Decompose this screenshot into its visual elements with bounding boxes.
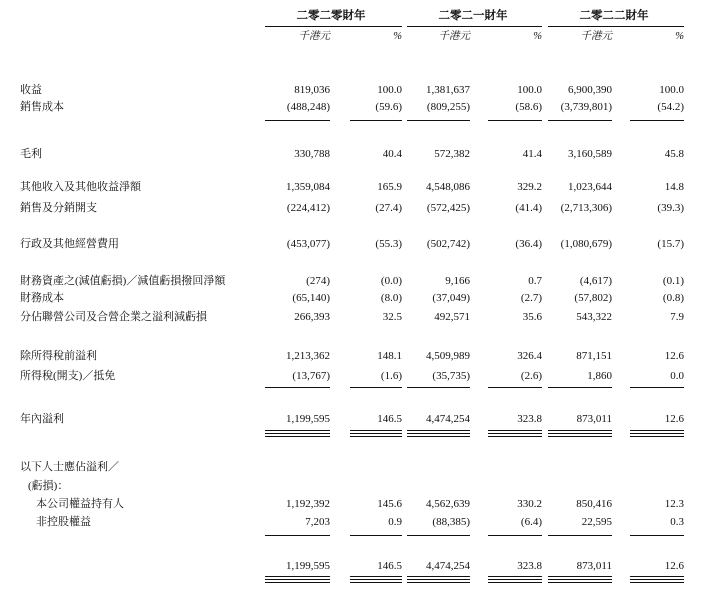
- cell-impairment-1: (0.0): [380, 275, 402, 287]
- cell-impairment-3: 0.7: [528, 275, 542, 287]
- cell-non-controlling-5: 0.3: [670, 516, 684, 528]
- after-cost-of-sales-rule-1: [350, 120, 402, 121]
- cell-admin-expenses-5: (15.7): [657, 238, 684, 250]
- cell-revenue-5: 100.0: [659, 84, 684, 96]
- row-label-gross-profit: 毛利: [20, 148, 42, 160]
- cell-selling-expenses-0: (224,412): [286, 202, 330, 214]
- cell-admin-expenses-2: (502,742): [426, 238, 470, 250]
- after-income-tax-rule-4: [548, 387, 612, 388]
- after-income-tax-rule-3: [488, 387, 542, 388]
- after-profit-for-year-rule-b-2: [407, 433, 470, 434]
- year-header-rule-0: [265, 26, 402, 27]
- row-label-cost-of-sales: 銷售成本: [20, 101, 64, 113]
- after-cost-of-sales-rule-2: [407, 120, 470, 121]
- cell-finance-costs-2: (37,049): [432, 292, 470, 304]
- cell-finance-costs-5: (0.8): [662, 292, 684, 304]
- after-income-tax-rule-2: [407, 387, 470, 388]
- cell-total-0: 1,199,595: [286, 560, 330, 572]
- row-label-attributable-heading-1: 以下人士應佔溢利／: [20, 461, 119, 473]
- cell-total-5: 12.6: [664, 560, 684, 572]
- row-label-income-tax: 所得稅(開支)／抵免: [20, 370, 116, 382]
- unit-pct-2: %: [675, 31, 684, 42]
- cell-revenue-3: 100.0: [517, 84, 542, 96]
- row-label-finance-costs: 財務成本: [20, 292, 64, 304]
- cell-revenue-2: 1,381,637: [426, 84, 470, 96]
- cell-impairment-2: 9,166: [445, 275, 470, 287]
- after-total-rule-a-3: [488, 576, 542, 577]
- after-non-controlling-rule-5: [630, 535, 684, 536]
- cell-finance-costs-0: (65,140): [292, 292, 330, 304]
- cell-cost-of-sales-1: (59.6): [375, 101, 402, 113]
- cell-gross-profit-3: 41.4: [522, 148, 542, 160]
- cell-gross-profit-5: 45.8: [664, 148, 684, 160]
- cell-profit-before-tax-0: 1,213,362: [286, 350, 330, 362]
- after-cost-of-sales-rule-5: [630, 120, 684, 121]
- cell-share-of-associates-5: 7.9: [670, 311, 684, 323]
- after-total-rule-c-4: [548, 582, 612, 583]
- cell-other-income-1: 165.9: [377, 181, 402, 193]
- unit-amount-0: 千港元: [298, 31, 330, 42]
- cell-selling-expenses-4: (2,713,306): [560, 202, 612, 214]
- year-header-1: 二零二一財年: [438, 10, 508, 22]
- cell-total-3: 323.8: [517, 560, 542, 572]
- after-total-rule-c-0: [265, 582, 330, 583]
- cell-admin-expenses-3: (36.4): [515, 238, 542, 250]
- after-total-rule-b-4: [548, 579, 612, 580]
- after-total-rule-a-5: [630, 576, 684, 577]
- cell-owners-3: 330.2: [517, 498, 542, 510]
- after-profit-for-year-rule-c-3: [488, 436, 542, 437]
- cell-cost-of-sales-0: (488,248): [286, 101, 330, 113]
- after-profit-for-year-rule-c-4: [548, 436, 612, 437]
- cell-profit-for-year-4: 873,011: [576, 413, 612, 425]
- row-label-share-of-associates: 分佔聯營公司及合營企業之溢利減虧損: [20, 311, 207, 323]
- after-profit-for-year-rule-a-4: [548, 430, 612, 431]
- cell-selling-expenses-3: (41.4): [515, 202, 542, 214]
- cell-profit-for-year-2: 4,474,254: [426, 413, 470, 425]
- cell-gross-profit-0: 330,788: [294, 148, 330, 160]
- cell-other-income-0: 1,359,084: [286, 181, 330, 193]
- after-income-tax-rule-1: [350, 387, 402, 388]
- cell-selling-expenses-5: (39.3): [657, 202, 684, 214]
- cell-owners-4: 850,416: [576, 498, 612, 510]
- cell-finance-costs-3: (2.7): [520, 292, 542, 304]
- cell-share-of-associates-4: 543,322: [576, 311, 612, 323]
- cell-income-tax-3: (2.6): [520, 370, 542, 382]
- after-profit-for-year-rule-b-3: [488, 433, 542, 434]
- cell-cost-of-sales-2: (809,255): [426, 101, 470, 113]
- after-profit-for-year-rule-a-0: [265, 430, 330, 431]
- cell-profit-for-year-3: 323.8: [517, 413, 542, 425]
- row-label-selling-expenses: 銷售及分銷開支: [20, 202, 97, 214]
- year-header-0: 二零二零財年: [296, 10, 366, 22]
- row-label-attributable-heading-2: (虧損)：: [28, 480, 69, 492]
- cell-selling-expenses-2: (572,425): [426, 202, 470, 214]
- row-label-profit-before-tax: 除所得稅前溢利: [20, 350, 97, 362]
- cell-gross-profit-2: 572,382: [434, 148, 470, 160]
- after-cost-of-sales-rule-4: [548, 120, 612, 121]
- after-cost-of-sales-rule-3: [488, 120, 542, 121]
- unit-amount-1: 千港元: [438, 31, 470, 42]
- after-total-rule-b-1: [350, 579, 402, 580]
- row-label-owners: 本公司權益持有人: [36, 498, 124, 510]
- cell-owners-0: 1,192,392: [286, 498, 330, 510]
- cell-total-4: 873,011: [576, 560, 612, 572]
- after-cost-of-sales-rule-0: [265, 120, 330, 121]
- cell-share-of-associates-1: 32.5: [382, 311, 402, 323]
- cell-other-income-3: 329.2: [517, 181, 542, 193]
- cell-impairment-0: (274): [306, 275, 330, 287]
- cell-other-income-4: 1,023,644: [568, 181, 612, 193]
- after-non-controlling-rule-4: [548, 535, 612, 536]
- after-total-rule-b-0: [265, 579, 330, 580]
- year-header-rule-2: [548, 26, 684, 27]
- cell-owners-1: 145.6: [377, 498, 402, 510]
- cell-owners-5: 12.3: [664, 498, 684, 510]
- cell-income-tax-4: 1,860: [587, 370, 612, 382]
- after-total-rule-c-3: [488, 582, 542, 583]
- after-profit-for-year-rule-c-5: [630, 436, 684, 437]
- cell-revenue-0: 819,036: [294, 84, 330, 96]
- cell-other-income-2: 4,548,086: [426, 181, 470, 193]
- after-profit-for-year-rule-a-2: [407, 430, 470, 431]
- cell-admin-expenses-1: (55.3): [375, 238, 402, 250]
- cell-profit-before-tax-4: 871,151: [576, 350, 612, 362]
- cell-admin-expenses-4: (1,080,679): [560, 238, 612, 250]
- unit-pct-0: %: [393, 31, 402, 42]
- cell-finance-costs-4: (57,802): [574, 292, 612, 304]
- cell-income-tax-1: (1.6): [380, 370, 402, 382]
- cell-total-1: 146.5: [377, 560, 402, 572]
- after-non-controlling-rule-2: [407, 535, 470, 536]
- after-non-controlling-rule-3: [488, 535, 542, 536]
- cell-profit-before-tax-1: 148.1: [377, 350, 402, 362]
- after-total-rule-a-4: [548, 576, 612, 577]
- after-profit-for-year-rule-a-1: [350, 430, 402, 431]
- after-non-controlling-rule-0: [265, 535, 330, 536]
- year-header-rule-1: [407, 26, 542, 27]
- cell-profit-before-tax-3: 326.4: [517, 350, 542, 362]
- year-header-2: 二零二二財年: [579, 10, 649, 22]
- cell-profit-before-tax-5: 12.6: [664, 350, 684, 362]
- cell-income-tax-5: 0.0: [670, 370, 684, 382]
- cell-non-controlling-2: (88,385): [432, 516, 470, 528]
- cell-share-of-associates-0: 266,393: [294, 311, 330, 323]
- cell-revenue-4: 6,900,390: [568, 84, 612, 96]
- after-profit-for-year-rule-b-4: [548, 433, 612, 434]
- after-total-rule-c-2: [407, 582, 470, 583]
- cell-share-of-associates-3: 35.6: [522, 311, 542, 323]
- after-profit-for-year-rule-c-2: [407, 436, 470, 437]
- after-income-tax-rule-0: [265, 387, 330, 388]
- cell-non-controlling-3: (6.4): [520, 516, 542, 528]
- row-label-revenue: 收益: [20, 84, 42, 96]
- cell-finance-costs-1: (8.0): [380, 292, 402, 304]
- cell-gross-profit-1: 40.4: [382, 148, 402, 160]
- after-profit-for-year-rule-b-5: [630, 433, 684, 434]
- cell-profit-for-year-0: 1,199,595: [286, 413, 330, 425]
- after-total-rule-c-5: [630, 582, 684, 583]
- after-total-rule-a-2: [407, 576, 470, 577]
- cell-impairment-4: (4,617): [579, 275, 612, 287]
- cell-cost-of-sales-4: (3,739,801): [560, 101, 612, 113]
- after-total-rule-b-3: [488, 579, 542, 580]
- cell-profit-for-year-5: 12.6: [664, 413, 684, 425]
- row-label-profit-for-year: 年內溢利: [20, 413, 64, 425]
- after-profit-for-year-rule-a-5: [630, 430, 684, 431]
- row-label-other-income: 其他收入及其他收益淨額: [20, 181, 141, 193]
- after-profit-for-year-rule-b-1: [350, 433, 402, 434]
- after-profit-for-year-rule-c-0: [265, 436, 330, 437]
- cell-non-controlling-4: 22,595: [581, 516, 612, 528]
- after-non-controlling-rule-1: [350, 535, 402, 536]
- cell-revenue-1: 100.0: [377, 84, 402, 96]
- after-total-rule-b-2: [407, 579, 470, 580]
- cell-admin-expenses-0: (453,077): [286, 238, 330, 250]
- after-total-rule-a-0: [265, 576, 330, 577]
- cell-gross-profit-4: 3,160,589: [568, 148, 612, 160]
- after-total-rule-a-1: [350, 576, 402, 577]
- after-total-rule-b-5: [630, 579, 684, 580]
- after-profit-for-year-rule-a-3: [488, 430, 542, 431]
- cell-cost-of-sales-5: (54.2): [657, 101, 684, 113]
- cell-cost-of-sales-3: (58.6): [515, 101, 542, 113]
- cell-total-2: 4,474,254: [426, 560, 470, 572]
- unit-amount-2: 千港元: [580, 31, 612, 42]
- unit-pct-1: %: [533, 31, 542, 42]
- cell-share-of-associates-2: 492,571: [434, 311, 470, 323]
- cell-non-controlling-1: 0.9: [388, 516, 402, 528]
- cell-income-tax-0: (13,767): [292, 370, 330, 382]
- cell-selling-expenses-1: (27.4): [375, 202, 402, 214]
- cell-income-tax-2: (35,735): [432, 370, 470, 382]
- row-label-non-controlling: 非控股權益: [36, 516, 91, 528]
- row-label-impairment: 財務資產之(減值虧損)／減值虧損撥回淨額: [20, 275, 226, 287]
- after-total-rule-c-1: [350, 582, 402, 583]
- cell-non-controlling-0: 7,203: [305, 516, 330, 528]
- cell-impairment-5: (0.1): [662, 275, 684, 287]
- after-profit-for-year-rule-b-0: [265, 433, 330, 434]
- row-label-admin-expenses: 行政及其他經營費用: [20, 238, 119, 250]
- cell-other-income-5: 14.8: [664, 181, 684, 193]
- cell-profit-for-year-1: 146.5: [377, 413, 402, 425]
- cell-profit-before-tax-2: 4,509,989: [426, 350, 470, 362]
- cell-owners-2: 4,562,639: [426, 498, 470, 510]
- after-income-tax-rule-5: [630, 387, 684, 388]
- after-profit-for-year-rule-c-1: [350, 436, 402, 437]
